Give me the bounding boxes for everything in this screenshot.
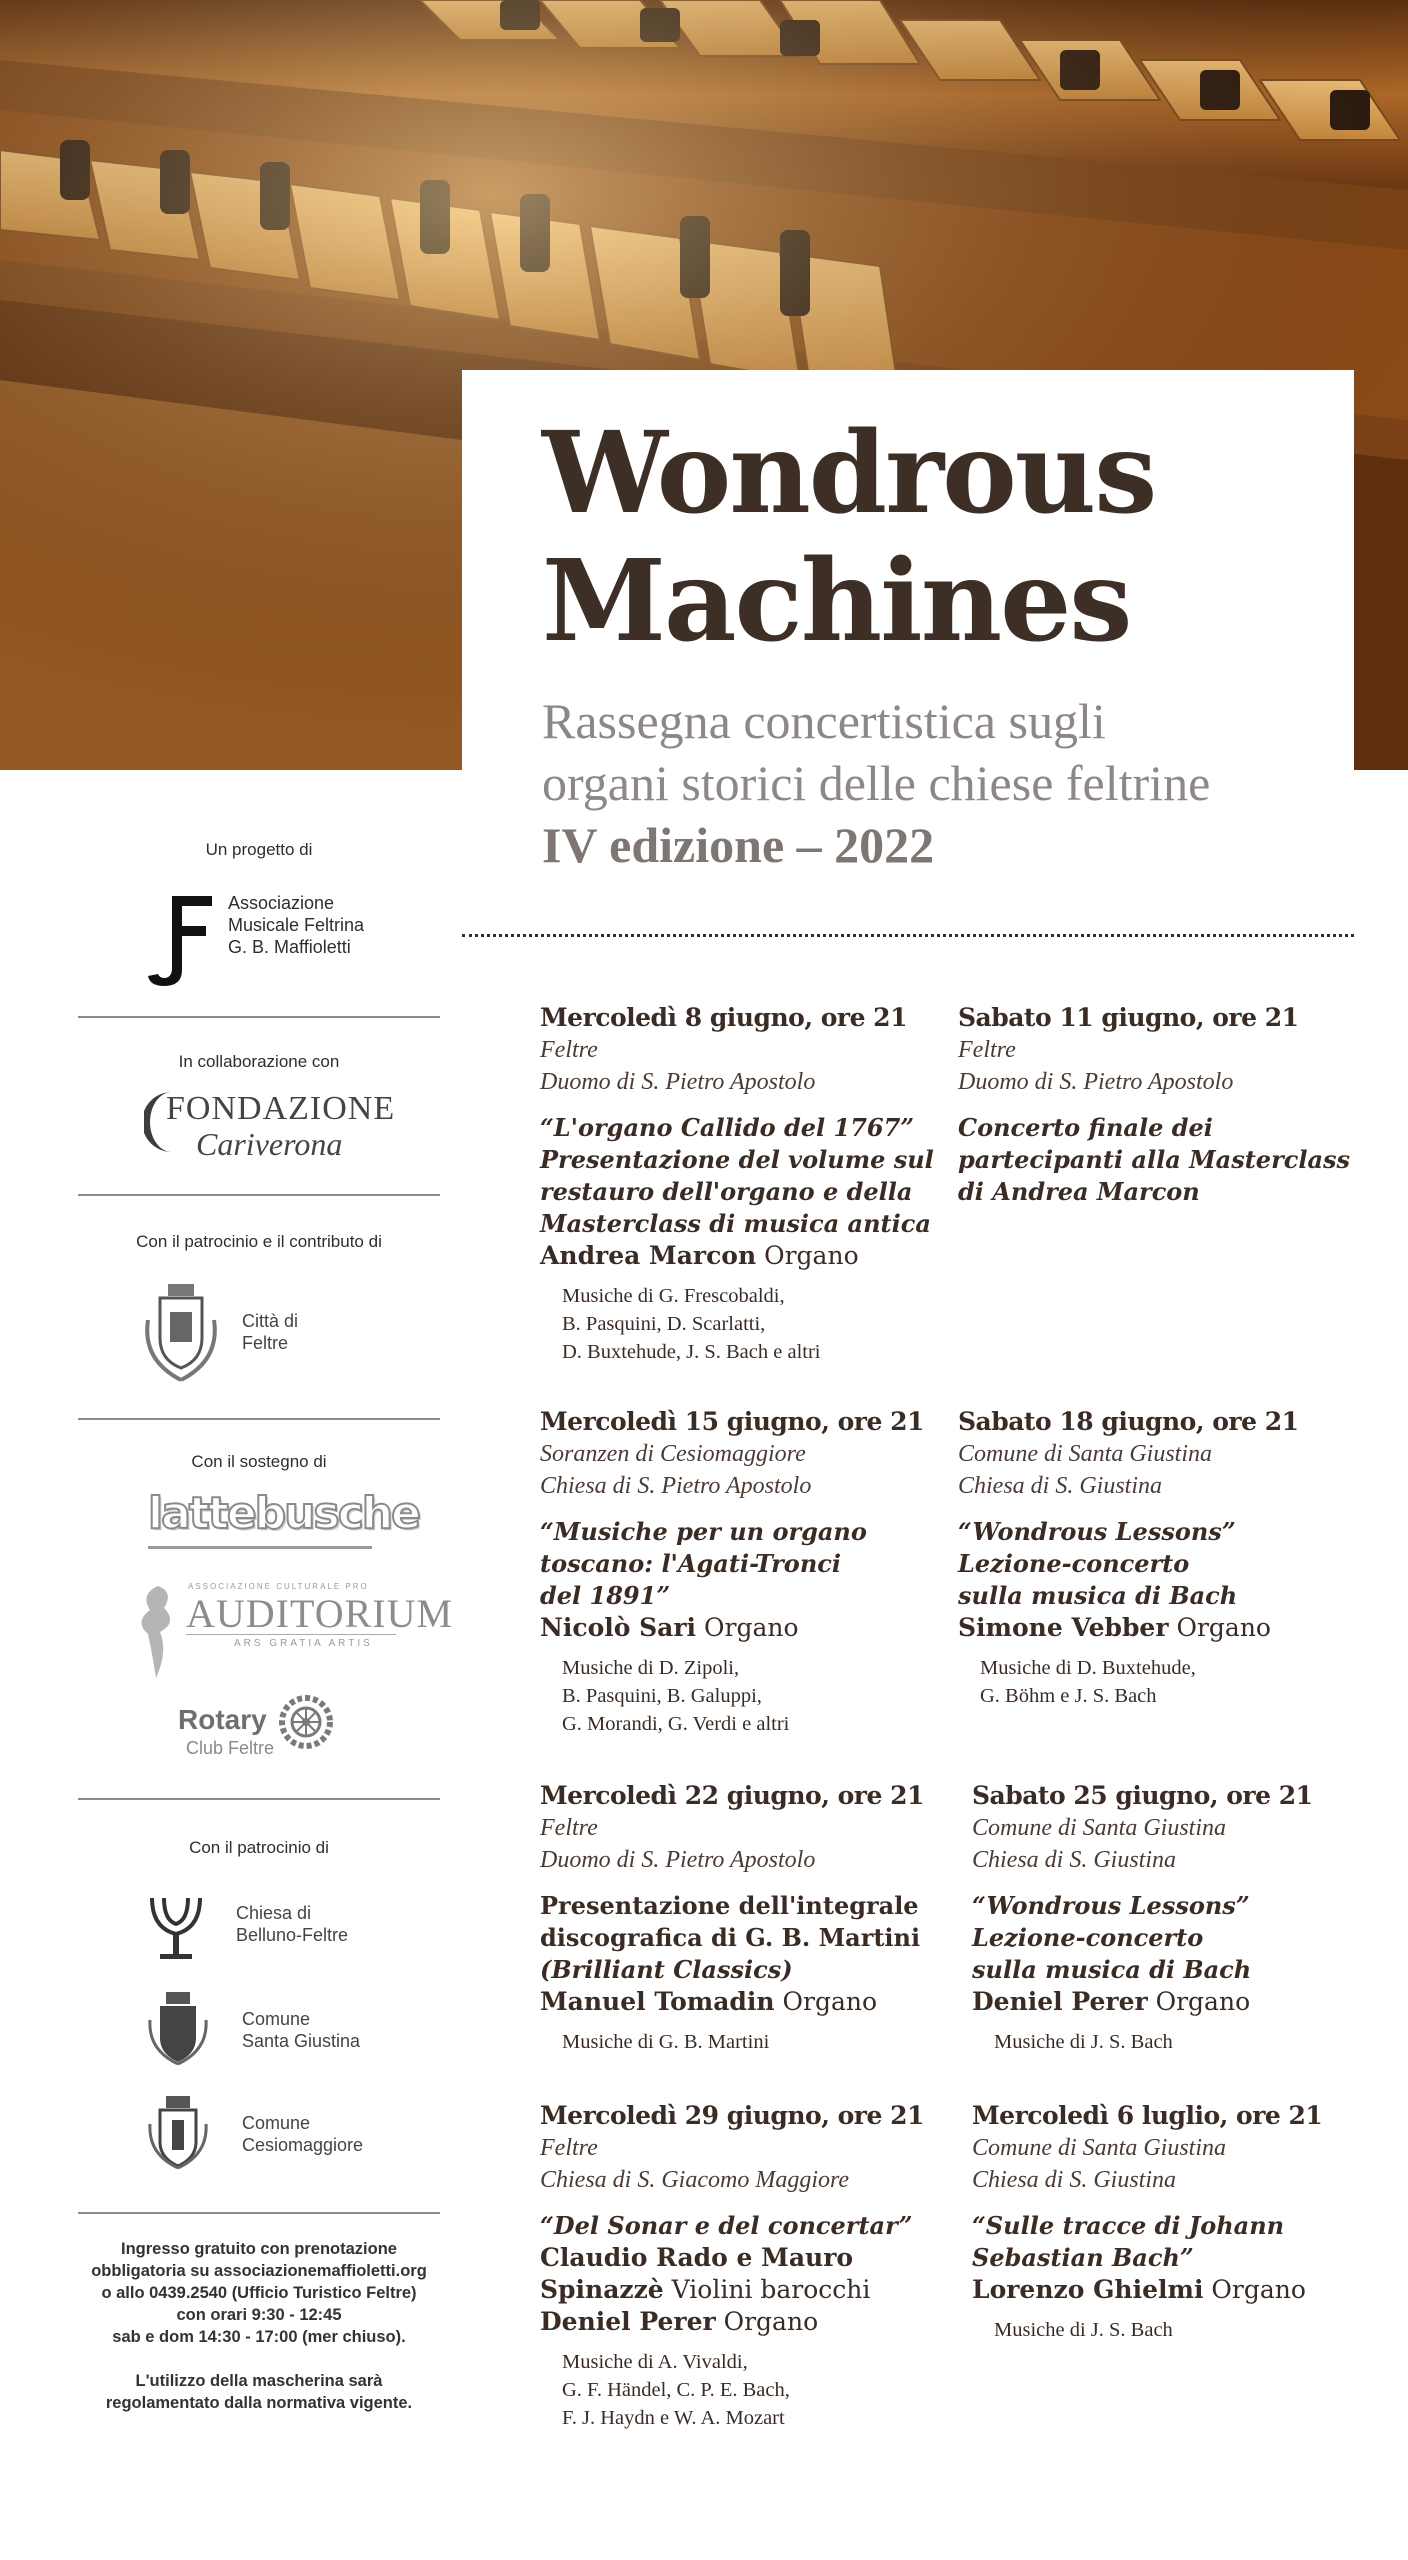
- event-date: Sabato 18 giugno, ore 21: [958, 1407, 1299, 1436]
- title-line-2: Machines: [542, 536, 1131, 667]
- event-town: Comune di Santa Giustina: [972, 1815, 1227, 1841]
- divider: [78, 1798, 440, 1800]
- event-performer: Simone Vebber Organo: [958, 1613, 1271, 1642]
- citta-feltre-label: Città di Feltre: [242, 1311, 299, 1353]
- afm-name: Associazione Musicale Feltrina G. B. Maffioletti: [228, 893, 365, 957]
- event-date: Mercoledì 22 giugno, ore 21: [540, 1781, 924, 1810]
- event-town: Comune di Santa Giustina: [972, 2135, 1227, 2161]
- event-title: “Del Sonar e del concertar”: [540, 2211, 913, 2240]
- divider: [78, 1016, 440, 1018]
- page-title: [542, 410, 1155, 666]
- auditorium-figure-icon: [134, 1582, 182, 1682]
- event-3: [540, 1406, 940, 1738]
- event-town: Feltre: [540, 1037, 598, 1063]
- event-5: [540, 1780, 940, 2056]
- event-title: “Musiche per un organo toscano: l'Agati-Tronci del 1891”: [540, 1517, 867, 1610]
- event-venue: Chiesa di S. Giustina: [958, 1473, 1163, 1499]
- dotted-divider: [462, 934, 1354, 937]
- event-6: [972, 1780, 1372, 2056]
- project-label: Un progetto di: [205, 840, 313, 859]
- collab-label: In collaborazione con: [178, 1052, 340, 1071]
- event-performer: Lorenzo Ghielmi Organo: [972, 2275, 1306, 2304]
- event-performer-2: Deniel Perer Organo: [540, 2307, 819, 2336]
- event-7: [540, 2100, 940, 2432]
- event-venue: Chiesa di S. Giacomo Maggiore: [540, 2167, 850, 2193]
- event-title: “Wondrous Lessons” Lezione-concerto sulla musica di Bach: [972, 1891, 1252, 1984]
- subtitle: [542, 690, 1342, 876]
- event-2: [958, 1002, 1358, 1208]
- event-venue: Duomo di S. Pietro Apostolo: [540, 1847, 816, 1873]
- divider: [78, 2212, 440, 2214]
- event-title: “Sulle tracce di Johann Sebastian Bach”: [972, 2211, 1285, 2272]
- event-performer: Nicolò Sari Organo: [540, 1613, 799, 1642]
- event-performer: Manuel Tomadin Organo: [540, 1987, 878, 2016]
- event-works: Musiche di G. B. Martini: [562, 2031, 770, 2053]
- event-date: Sabato 25 giugno, ore 21: [972, 1781, 1313, 1810]
- event-works: Musiche di J. S. Bach: [994, 2319, 1173, 2341]
- lattebusche-logo: lattebusche: [148, 1488, 419, 1539]
- event-date: Mercoledì 29 giugno, ore 21: [540, 2101, 924, 2130]
- event-title: “Wondrous Lessons” Lezione-concerto sulla musica di Bach: [958, 1517, 1238, 1610]
- edition-label: IV edizione – 2022: [542, 817, 935, 873]
- divider: [78, 1194, 440, 1196]
- subtitle-line-2: organi storici delle chiese feltrine: [542, 755, 1211, 811]
- mask-notice: L'utilizzo della mascherina sarà: [135, 2372, 383, 2390]
- event-performer: Deniel Perer Organo: [972, 1987, 1251, 2016]
- event-date: Mercoledì 6 luglio, ore 21: [972, 2101, 1323, 2130]
- event-venue: Chiesa di S. Giustina: [972, 1847, 1177, 1873]
- event-date: Mercoledì 15 giugno, ore 21: [540, 1407, 924, 1436]
- auditorium-logo: ASSOCIAZIONE CULTURALE PRO AUDITORIUM ARS GRATIA ARTIS: [134, 1582, 464, 1682]
- event-performer: Andrea Marcon Organo: [540, 1241, 859, 1270]
- title-line-1: Wondrous: [542, 408, 1156, 539]
- event-works: Musiche di J. S. Bach: [994, 2031, 1173, 2053]
- event-title: Presentazione dell'integrale discografica di G. B. Martini (Brilliant Classics): [540, 1891, 921, 1984]
- event-date: Mercoledì 8 giugno, ore 21: [540, 1003, 907, 1032]
- comune-santa-giustina-crest-icon: [146, 1990, 210, 2066]
- patron-label: Con il patrocinio di: [189, 1838, 329, 1857]
- citta-feltre-crest-icon: [138, 1280, 224, 1384]
- event-town: Feltre: [540, 2135, 598, 2161]
- lattebusche-underline: [148, 1546, 372, 1549]
- event-town: Feltre: [958, 1037, 1016, 1063]
- afm-logo-icon: [144, 892, 214, 988]
- event-8: [972, 2100, 1372, 2344]
- chiesa-label: Chiesa di Belluno-Feltre: [236, 1903, 349, 1945]
- event-works: Musiche di D. Buxtehude, G. Böhm e J. S. Bach: [980, 1657, 1196, 1707]
- support-label: Con il sostegno di: [191, 1452, 327, 1471]
- event-1: [540, 1002, 940, 1366]
- event-title: Concerto finale dei partecipanti alla Masterclass di Andrea Marcon: [958, 1113, 1351, 1206]
- rotary-wheel-icon: [276, 1692, 336, 1752]
- event-works: Musiche di A. Vivaldi, G. F. Händel, C. P. E. Bach, F. J. Haydn e W. A. Mozart: [562, 2351, 790, 2429]
- event-performer: Claudio Rado e Mauro Spinazzè Violini barocchi: [540, 2243, 871, 2304]
- event-town: Comune di Santa Giustina: [958, 1441, 1213, 1467]
- booking-info: Ingresso gratuito con prenotazione obbligatoria su associazionemaffioletti.org o allo 0439.2540 (Ufficio Turistico Feltre) con orari 9:30 - 12:45 sab e dom 14:30 - 17:00 (mer chiuso). L'utilizzo della mascherina sarà regolamentato dalla normativa vigente.: [78, 2238, 440, 2414]
- chiesa-emblem-icon: [146, 1894, 206, 1964]
- event-works: Musiche di G. Frescobaldi, B. Pasquini, D. Scarlatti, D. Buxtehude, J. S. Bach e altri: [562, 1285, 821, 1363]
- comune-cesiomaggiore-label: Comune Cesiomaggiore: [242, 2113, 364, 2155]
- event-venue: Duomo di S. Pietro Apostolo: [540, 1069, 816, 1095]
- comune-santa-giustina-label: Comune Santa Giustina: [242, 2009, 361, 2051]
- event-4: [958, 1406, 1358, 1710]
- patron-contrib-label: Con il patrocinio e il contributo di: [136, 1232, 382, 1251]
- title-card: [462, 370, 1354, 930]
- divider: [78, 1418, 440, 1420]
- subtitle-line-1: Rassegna concertistica sugli: [542, 693, 1106, 749]
- event-town: Soranzen di Cesiomaggiore: [540, 1441, 806, 1467]
- event-venue: Chiesa di S. Giustina: [972, 2167, 1177, 2193]
- event-venue: Chiesa di S. Pietro Apostolo: [540, 1473, 812, 1499]
- event-date: Sabato 11 giugno, ore 21: [958, 1003, 1299, 1032]
- event-town: Feltre: [540, 1815, 598, 1841]
- event-works: Musiche di D. Zipoli, B. Pasquini, B. Galuppi, G. Morandi, G. Verdi e altri: [562, 1657, 790, 1735]
- comune-cesiomaggiore-crest-icon: [146, 2094, 210, 2170]
- event-venue: Duomo di S. Pietro Apostolo: [958, 1069, 1234, 1095]
- event-title: “L'organo Callido del 1767” Presentazione del volume sul restauro dell'organo e della Masterclass di musica antica: [540, 1113, 934, 1238]
